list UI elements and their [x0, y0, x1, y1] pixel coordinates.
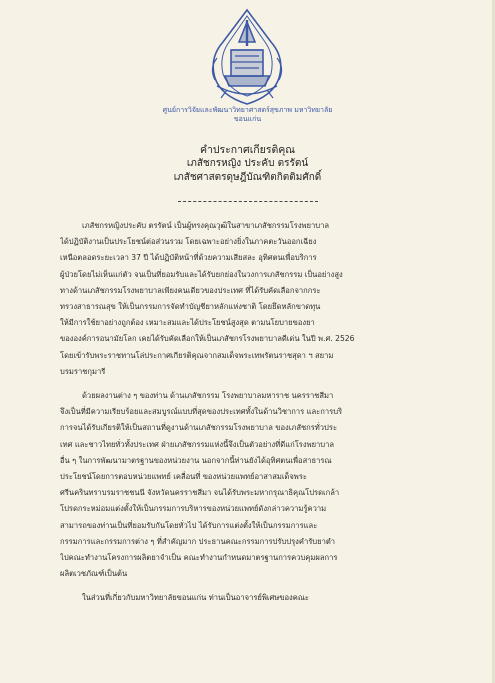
- text-line: ผลิตเวชภัณฑ์เป็นต้น: [60, 569, 128, 579]
- text-line: สามารถของท่านเป็นที่ยอมรับกันโดยทั่วไป ได้รับการแต่งตั้งให้เป็นกรรมการและ: [60, 520, 318, 530]
- text-line: กรรมการและกรรมการต่าง ๆ ที่สำคัญมาก ประธานคณะกรรมการปรับปรุงคำรับยาตำ: [60, 536, 336, 546]
- text-line: ผู้ป่วยโดยไม่เห็นแก่ตัว จนเป็นที่ยอมรับและได้รับยกย่องในวงการเภสัชกรรม เป็นอย่างสูง: [60, 269, 343, 279]
- paragraph-3-first-line: ในส่วนที่เกี่ยวกับมหาวิทยาลัยขอนแก่น ท่านเป็นอาจารย์พิเศษของคณะ: [82, 593, 309, 602]
- paragraph-2: [60, 388, 458, 582]
- text-line: เหนือตลอดระยะเวลา 37 ปี ได้ปฏิบัติหน้าที่ด้วยความเสียสละ อุทิศตนเพื่อบริการ: [60, 253, 317, 263]
- divider: [178, 201, 318, 202]
- seal-caption: ศูนย์การวิจัยและพัฒนาวิทยาศาสตร์สุขภาพ มหาวิทยาลัยขอนแก่น: [162, 106, 333, 123]
- text-line: โดยเข้ารับพระราชทานโล่ประกาศเกียรติคุณจากสมเด็จพระเทพรัตนราชสุดา ฯ สยาม: [60, 350, 334, 360]
- document-title: คำประกาศเกียรติคุณ: [199, 144, 296, 156]
- text-line: ได้ปฏิบัติงานเป็นประโยชน์ต่อส่วนรวม โดยเฉพาะอย่างยิ่งในภาคตะวันออกเฉียง: [60, 237, 317, 247]
- title-block: [100, 143, 395, 185]
- text-line: เทศ และชาวไทยทั่วทั้งประเทศ ฝ่ายเภสัชกรรมแห่งนี้จึงเป็นตัวอย่างที่ดีแก่โรงพยาบาล: [60, 439, 335, 449]
- text-line: เภสัชกรหญิงประคับ ตรรัตน์ เป็นผู้ทรงคุณวุฒิในสาขาเภสัชกรรมโรงพยาบาล: [82, 221, 329, 230]
- text-line: โปรดกระหม่อมแต่งตั้งให้เป็นกรรมการบริหารของหน่วยแพทย์ดังกล่าวความรู้ความ: [60, 504, 327, 514]
- text-line: ทรวงสาธารณสุข ให้เป็นกรรมการจัดทำบัญชียาหลักแห่งชาติ โดยยึดหลักขาดทุน: [60, 302, 321, 312]
- text-line: ด้วยผลงานต่าง ๆ ของท่าน ด้านเภสัชกรรม โรงพยาบาลมหาราช นครราชสีมา: [82, 391, 334, 401]
- honoree-name: เภสัชกรหญิง ประคับ ตรรัตน์: [186, 158, 309, 169]
- paragraph-1: [60, 218, 458, 380]
- text-line: ประโยชน์โดยการตอบหน่วยแพทย์ เคลื่อนที่ ของหน่วยแพทย์อาสาสมเด็จพระ: [60, 472, 307, 482]
- citation-body: [60, 218, 458, 590]
- text-line: ทางด้านเภสัชกรรมโรงพยาบาลเพียงคนเดียวของประเทศ ที่ได้รับคัดเลือกจากกระ: [60, 285, 321, 295]
- text-line: ไปคณะทำงานโครงการผลิตยาจำเป็น คณะทำงานกำหนดมาตรฐานการควบคุมผลการ: [60, 553, 338, 563]
- text-line: ขององค์การอนามัยโลก เคยได้รับคัดเลือกให้เป็นเภสัชกรโรงพยาบาลดีเด่น ในปี พ.ศ. 2526: [60, 334, 355, 344]
- text-line: ศรีนครินทราบรมราชชนนี จังหวัดนครราชสีมา จนได้รับพระมหากรุณาธิคุณโปรดเกล้า: [60, 488, 340, 498]
- text-line: อื่น ๆ ในการพัฒนามาตรฐานของหน่วยงาน นอกจากนี้ท่านยังได้อุทิศตนเพื่อสาธารณ: [60, 455, 332, 465]
- honorary-degree: เภสัชศาสตรดุษฎีบัณฑิตกิตติมศักดิ์: [173, 172, 322, 183]
- text-line: บรมราชกุมารี: [60, 366, 106, 376]
- text-line: จึงเป็นที่มีความเรียบร้อยและสมบูรณ์แบบที่สุดของประเทศทั้งในด้านวิชาการ และการบริ: [60, 407, 343, 417]
- text-line: ให้มีการใช้ยาอย่างถูกต้อง เหมาะสมและได้ประโยชน์สูงสุด ตามนโยบายของยา: [60, 318, 315, 328]
- university-seal-logo: [187, 6, 307, 118]
- text-line: การจนได้รับเกียรติให้เป็นสถานที่ดูงานด้านเภสัชกรรมโรงพยาบาล ของเภสัชกรทั่วประ: [60, 423, 338, 433]
